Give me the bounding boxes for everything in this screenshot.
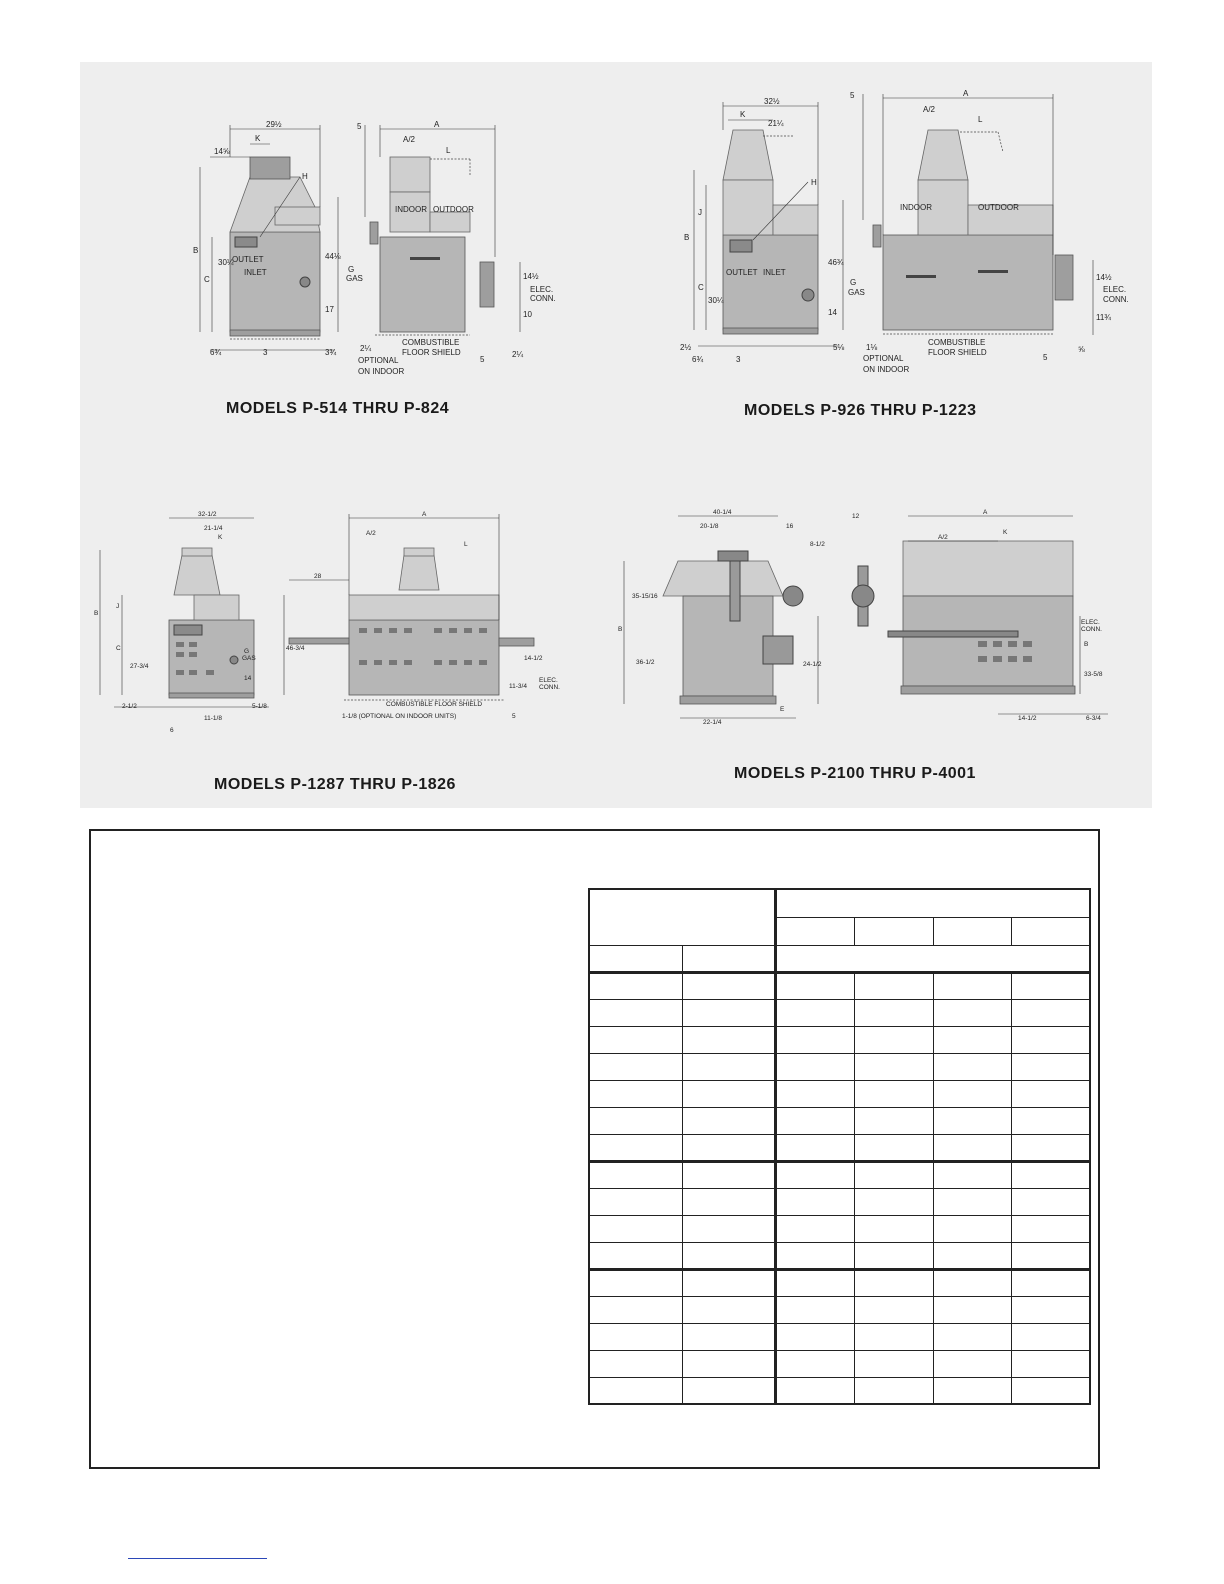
p926-d30: 30¼ (708, 296, 724, 305)
p514-d3b: 3¾ (325, 348, 337, 357)
table-row (589, 1026, 1090, 1053)
p926-combustible: COMBUSTIBLE (928, 338, 986, 347)
table-cell (933, 1215, 1011, 1242)
p1287-l: L (464, 541, 468, 548)
p514-a2: A/2 (403, 135, 416, 144)
table-cell (775, 1350, 854, 1377)
table-cell (933, 1242, 1011, 1269)
table-row (589, 1323, 1090, 1350)
table-cell (775, 1323, 854, 1350)
table-cell (854, 1161, 933, 1188)
table-cell (854, 1134, 933, 1161)
table-cell (589, 1188, 682, 1215)
p2100-d20: 20-1/8 (700, 523, 719, 530)
table-row (589, 1080, 1090, 1107)
p2100-d16: 16 (786, 523, 794, 530)
p514-combustible: COMBUSTIBLE (402, 338, 460, 347)
p1287-c: C (116, 645, 121, 652)
p514-d2b: 2¼ (512, 350, 524, 359)
p926-onindoor: ON INDOOR (863, 365, 910, 374)
table-cell (589, 1323, 682, 1350)
header-cell (854, 917, 933, 945)
p926-d14: 14 (828, 308, 837, 317)
p1287-d11: 11-1/8 (204, 715, 222, 722)
table-cell (775, 1107, 854, 1134)
p926-j: J (698, 208, 702, 217)
p1287-d27: 27-3/4 (130, 663, 149, 670)
table-cell (775, 1080, 854, 1107)
p2100-d12: 12 (852, 513, 860, 520)
p926-d46: 46¾ (828, 258, 844, 267)
p514-width: 29½ (266, 120, 282, 129)
p926-d3: 3 (736, 355, 741, 364)
table-cell (854, 1323, 933, 1350)
p926-elec: ELEC. (1103, 285, 1127, 294)
table-cell (933, 1080, 1011, 1107)
table-cell (933, 999, 1011, 1026)
table-cell (933, 1107, 1011, 1134)
table-cell (933, 1269, 1011, 1296)
p926-d5: 5⅛ (833, 343, 845, 352)
table-cell (682, 1026, 775, 1053)
table-cell (1011, 1323, 1090, 1350)
p2100-d8: 8-1/2 (810, 541, 825, 548)
p1287-d6: 6 (170, 727, 174, 734)
table-cell (854, 1269, 933, 1296)
table-cell (1011, 1215, 1090, 1242)
table-cell (1011, 1350, 1090, 1377)
p2100-d36: 36-1/2 (636, 659, 655, 666)
p926-optional: OPTIONAL (863, 354, 904, 363)
table-cell (589, 1026, 682, 1053)
table-cell (1011, 1188, 1090, 1215)
table-cell (589, 1242, 682, 1269)
caption-p926: MODELS P-926 THRU P-1223 (744, 402, 977, 419)
p926-d21: 21¼ (768, 119, 784, 128)
p514-a: A (434, 120, 440, 129)
table-cell (1011, 1026, 1090, 1053)
specifications-table (588, 888, 1091, 1405)
header-cell (775, 889, 1090, 917)
caption-p514: MODELS P-514 THRU P-824 (226, 400, 450, 417)
table-row (589, 1188, 1090, 1215)
p926-d1: 1⅛ (866, 343, 878, 352)
table-cell (589, 1377, 682, 1404)
table-column-header-row (589, 945, 1090, 972)
table-row (589, 1296, 1090, 1323)
table-cell (1011, 1053, 1090, 1080)
p514-d44: 44⅛ (325, 252, 341, 261)
p2100-e: E (780, 706, 785, 713)
p926-outdoor: OUTDOOR (978, 203, 1019, 212)
table-row (589, 1350, 1090, 1377)
p926-g: G (850, 278, 857, 287)
table-row (589, 1377, 1090, 1404)
table-cell (1011, 1107, 1090, 1134)
p1287-j: J (116, 603, 120, 610)
table-cell (933, 1296, 1011, 1323)
p514-d10: 10 (523, 310, 532, 319)
p514-b: B (193, 246, 199, 255)
table-row (589, 1215, 1090, 1242)
table-cell (933, 1053, 1011, 1080)
p514-elec: ELEC. (530, 285, 554, 294)
table-cell (682, 1242, 775, 1269)
table-cell (854, 1080, 933, 1107)
table-cell (1011, 1242, 1090, 1269)
table-cell (933, 1026, 1011, 1053)
p926-width: 32½ (764, 97, 780, 106)
p514-d14b: 14½ (523, 272, 539, 281)
p926-inlet: INLET (763, 268, 786, 277)
table-cell (775, 1188, 854, 1215)
table-cell (933, 1350, 1011, 1377)
p514-outdoor: OUTDOOR (433, 205, 474, 214)
table-cell (1011, 1080, 1090, 1107)
p2100-d14: 14-1/2 (1018, 715, 1037, 722)
table-cell (854, 1350, 933, 1377)
p514-conn: CONN. (530, 294, 556, 303)
table-cell (589, 1161, 682, 1188)
table-cell (933, 1134, 1011, 1161)
p2100-a2: A/2 (938, 534, 948, 541)
table-cell (589, 1296, 682, 1323)
table-row (589, 1053, 1090, 1080)
p1287-five: 5 (512, 713, 516, 720)
table-header-row (589, 889, 1090, 917)
caption-p2100: MODELS P-2100 THRU P-4001 (734, 765, 976, 782)
table-cell (775, 1269, 854, 1296)
table-row (589, 999, 1090, 1026)
table-cell (854, 1296, 933, 1323)
p926-conn: CONN. (1103, 295, 1129, 304)
table-cell (682, 1134, 775, 1161)
table-cell (682, 1377, 775, 1404)
table-cell (775, 972, 854, 999)
table-cell (589, 999, 682, 1026)
table-cell (854, 1377, 933, 1404)
p514-floorshield: FLOOR SHIELD (402, 348, 461, 357)
table-cell (1011, 1134, 1090, 1161)
table-cell (933, 1161, 1011, 1188)
table-cell (682, 1215, 775, 1242)
p1287-shield: COMBUSTIBLE FLOOR SHIELD (386, 701, 483, 708)
table-cell (1011, 1269, 1090, 1296)
table-cell (933, 972, 1011, 999)
p514-h: H (302, 172, 308, 181)
p514-optional: OPTIONAL (358, 356, 399, 365)
table-cell (854, 1053, 933, 1080)
p926-d5b: 5 (1043, 353, 1048, 362)
table-cell (589, 1107, 682, 1134)
p926-a: A (963, 90, 969, 98)
table-cell (589, 1053, 682, 1080)
p1287-d21: 21-1/4 (204, 525, 223, 532)
table-row (589, 1161, 1090, 1188)
p2100-conn: CONN. (1081, 626, 1102, 633)
table-cell (854, 972, 933, 999)
p514-c: C (204, 275, 210, 284)
p2100-elec: ELEC. (1081, 619, 1100, 626)
caption-p1287: MODELS P-1287 THRU P-1826 (214, 776, 456, 793)
header-cell (1011, 917, 1090, 945)
table-cell (682, 1188, 775, 1215)
footer-link-underline[interactable] (128, 1558, 267, 1559)
table-row (589, 1107, 1090, 1134)
table-cell (589, 1350, 682, 1377)
table-cell (682, 999, 775, 1026)
p926-l: L (978, 115, 983, 124)
p1287-d5: 5-1/8 (252, 703, 267, 710)
p2100-d35: 35-15/16 (632, 593, 658, 600)
p926-d6: 6¾ (692, 355, 704, 364)
drawing-p514 (190, 117, 590, 407)
p926-c: C (698, 283, 704, 292)
p1287-d11b: 11-3/4 (509, 683, 527, 690)
table-row (589, 972, 1090, 999)
p2100-width: 40-1/4 (713, 509, 732, 516)
p926-gas: GAS (848, 288, 865, 297)
p926-d2: 2½ (680, 343, 692, 352)
p1287-gas: GAS (242, 655, 256, 662)
p514-k: K (255, 134, 261, 143)
header-cell (933, 917, 1011, 945)
p2100-d33: 33-5/8 (1084, 671, 1103, 678)
table-cell (933, 1323, 1011, 1350)
p1287-width: 32-1/2 (198, 511, 217, 518)
p926-indoor: INDOOR (900, 203, 932, 212)
table-cell (682, 1296, 775, 1323)
p514-outlet: OUTLET (232, 255, 264, 264)
p514-d2a: 2¼ (360, 344, 372, 353)
table-cell (1011, 1296, 1090, 1323)
table-cell (682, 1107, 775, 1134)
p514-d17: 17 (325, 305, 334, 314)
p514-d14: 14⅝ (214, 147, 230, 156)
p514-d5b: 5 (480, 355, 485, 364)
table-cell (775, 1215, 854, 1242)
p1287-b: B (94, 610, 99, 617)
table-cell (1011, 1161, 1090, 1188)
drawing-p2100-svg (618, 506, 1138, 751)
p2100-d24: 24-1/2 (803, 661, 822, 668)
drawing-p1287-svg (94, 510, 584, 750)
table-cell (682, 1053, 775, 1080)
p926-h: H (811, 178, 817, 187)
table-cell (775, 1134, 854, 1161)
drawing-p926 (678, 90, 1138, 410)
p2100-d22: 22-1/4 (703, 719, 722, 726)
p514-l: L (446, 146, 451, 155)
p514-onindoor: ON INDOOR (358, 367, 405, 376)
table-cell (682, 1080, 775, 1107)
header-cell (589, 945, 682, 972)
p514-d3: 3 (263, 348, 268, 357)
table-cell (854, 1215, 933, 1242)
table-cell (854, 1026, 933, 1053)
table-cell (854, 1242, 933, 1269)
p926-d14b: 14½ (1096, 273, 1112, 282)
p1287-d46: 46-3/4 (286, 645, 305, 652)
p926-outlet: OUTLET (726, 268, 758, 277)
table-row (589, 1269, 1090, 1296)
drawing-p2100 (618, 506, 1138, 751)
table-cell (775, 1296, 854, 1323)
drawing-p1287 (94, 510, 584, 750)
p514-five: 5 (357, 122, 362, 131)
p1287-d14b: 14-1/2 (524, 655, 543, 662)
table-cell (589, 972, 682, 999)
p1287-d28: 28 (314, 573, 322, 580)
p2100-a: A (983, 509, 988, 516)
table-cell (682, 1323, 775, 1350)
table-cell (775, 1026, 854, 1053)
p1287-a2: A/2 (366, 530, 376, 537)
p514-g: G (348, 265, 355, 274)
p2100-d6: 6-3/4 (1086, 715, 1101, 722)
p2100-k: K (1003, 529, 1008, 536)
p514-indoor: INDOOR (395, 205, 427, 214)
p926-five: 5 (850, 91, 855, 100)
drawing-p514-svg (190, 117, 590, 407)
p514-d30: 30¼ (218, 258, 234, 267)
p926-floorshield: FLOOR SHIELD (928, 348, 987, 357)
p514-d6: 6¾ (210, 348, 222, 357)
table-cell (933, 1377, 1011, 1404)
p2100-bb: B (1084, 641, 1089, 648)
table-cell (682, 1269, 775, 1296)
header-cell (775, 945, 1090, 972)
p926-b: B (684, 233, 690, 242)
p514-inlet: INLET (244, 268, 267, 277)
table-cell (1011, 999, 1090, 1026)
p1287-d2: 2-1/2 (122, 703, 137, 710)
p1287-d14: 14 (244, 675, 252, 682)
drawing-p926-svg (678, 90, 1138, 410)
p926-d58: ⅝ (1078, 345, 1085, 354)
header-cell (589, 889, 775, 945)
table-cell (854, 1107, 933, 1134)
table-cell (775, 1053, 854, 1080)
table-cell (1011, 972, 1090, 999)
table-cell (682, 1350, 775, 1377)
table-cell (854, 1188, 933, 1215)
table-cell (933, 1188, 1011, 1215)
table-cell (589, 1080, 682, 1107)
table-cell (854, 999, 933, 1026)
p1287-g: G (244, 648, 250, 655)
p1287-optional: 1-1/8 (OPTIONAL ON INDOOR UNITS) (342, 713, 457, 720)
table-row (589, 1242, 1090, 1269)
p926-d11: 11¾ (1096, 313, 1111, 322)
table-cell (682, 972, 775, 999)
table-cell (589, 1215, 682, 1242)
p1287-conn: CONN. (539, 684, 560, 691)
p1287-k: K (218, 534, 223, 541)
p926-k: K (740, 110, 746, 119)
table-row (589, 1134, 1090, 1161)
p926-a2: A/2 (923, 105, 936, 114)
p2100-b: B (618, 626, 623, 633)
table-cell (1011, 1377, 1090, 1404)
table-cell (682, 1161, 775, 1188)
table-cell (775, 1377, 854, 1404)
table-cell (775, 1161, 854, 1188)
table-cell (775, 999, 854, 1026)
table-cell (589, 1134, 682, 1161)
p1287-elec: ELEC. (539, 677, 558, 684)
header-cell (775, 917, 854, 945)
drawing-panel (80, 62, 1152, 808)
header-cell (682, 945, 775, 972)
p514-gas: GAS (346, 274, 363, 283)
table-cell (589, 1269, 682, 1296)
table-cell (775, 1242, 854, 1269)
p1287-a: A (422, 511, 427, 518)
